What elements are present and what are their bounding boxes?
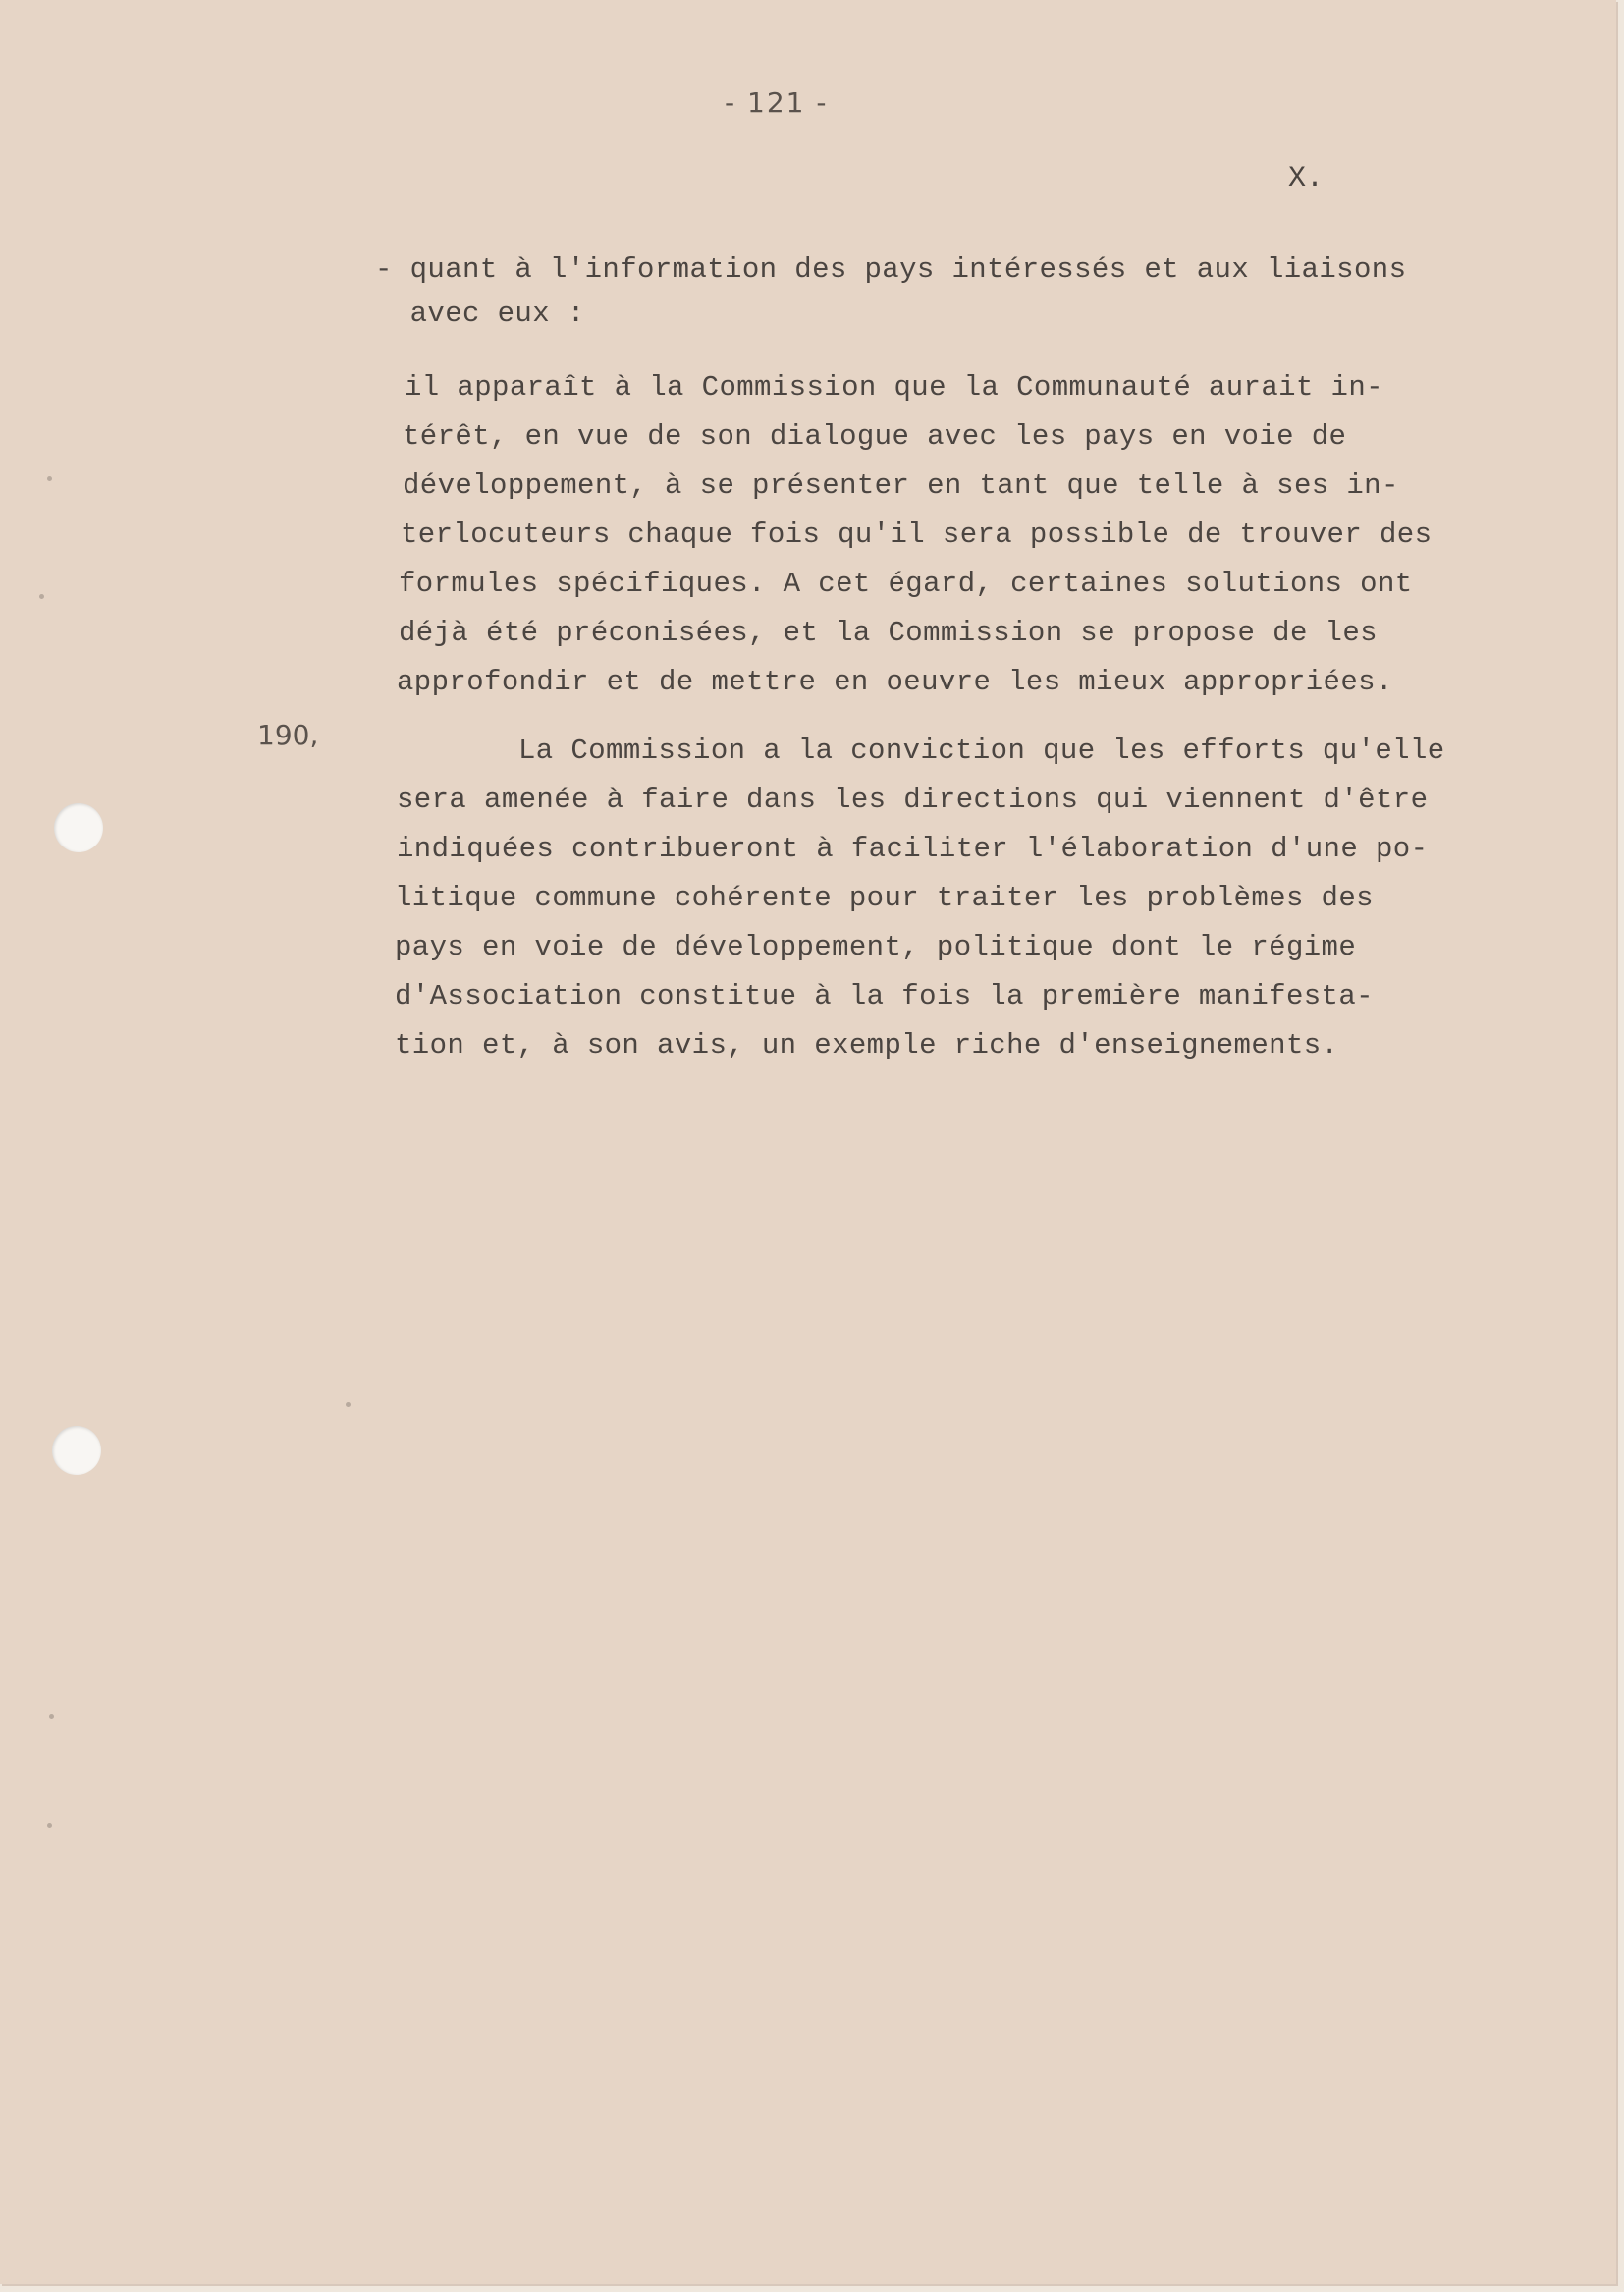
text-line: terlocuteurs chaque fois qu'il sera possible de trouver des	[401, 518, 1433, 551]
text-line: formules spécifiques. A cet égard, certaines solutions ont	[399, 568, 1413, 600]
text-line: indiquées contribueront à faciliter l'élaboration d'une po-	[397, 833, 1429, 865]
text-line: tion et, à son avis, un exemple riche d'enseignements.	[395, 1029, 1339, 1062]
text-line: il apparaît à la Commission que la Communauté aurait in-	[405, 371, 1383, 404]
text-line: pays en voie de développement, politique dont le régime	[395, 931, 1357, 963]
punch-hole	[54, 803, 103, 852]
punch-hole	[52, 1426, 101, 1475]
text-line: térêt, en vue de son dialogue avec les pays en voie de	[403, 420, 1347, 453]
text-line: développement, à se présenter en tant que telle à ses in-	[403, 469, 1399, 502]
text-line: approfondir et de mettre en oeuvre les mieux appropriées.	[397, 666, 1393, 698]
paper-speck	[47, 476, 52, 481]
paper-speck	[49, 1714, 54, 1719]
text-line: déjà été préconisées, et la Commission se propose de les	[399, 617, 1378, 649]
paper-speck	[39, 594, 44, 599]
paragraph-number: 190,	[257, 719, 319, 751]
text-line: - quant à l'information des pays intéressés et aux liaisons	[375, 253, 1407, 286]
paper-speck	[346, 1402, 351, 1407]
text-line: avec eux :	[375, 298, 585, 330]
text-line: La Commission a la conviction que les efforts qu'elle	[518, 735, 1445, 767]
paper-speck	[47, 1823, 52, 1828]
page-number: - 121 -	[725, 86, 829, 119]
text-line: sera amenée à faire dans les directions qui viennent d'être	[397, 784, 1429, 816]
text-line: d'Association constitue à la fois la première manifesta-	[395, 980, 1374, 1012]
section-mark: X.	[1288, 162, 1325, 195]
text-line: litique commune cohérente pour traiter les problèmes des	[395, 882, 1374, 914]
